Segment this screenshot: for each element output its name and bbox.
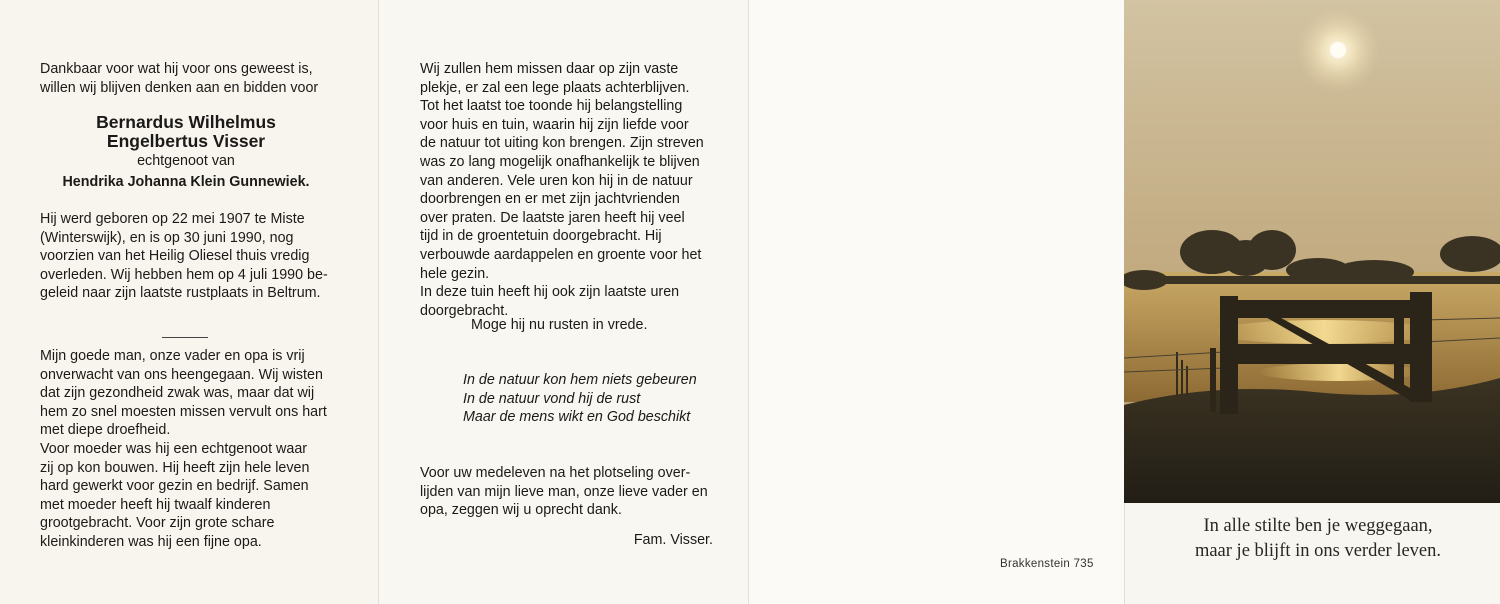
text-line: willen wij blijven denken aan en bidden voor bbox=[40, 79, 319, 96]
text-line: grootgebracht. Voor zijn grote schare bbox=[40, 515, 275, 532]
name-line: Bernardus Wilhelmus bbox=[96, 112, 276, 132]
text-line: hard gewerkt voor gezin en bedrijf. Samen bbox=[40, 478, 309, 495]
memorial-verse bbox=[1150, 514, 1486, 564]
text-line: over praten. De laatste jaren heeft hij veel bbox=[420, 209, 685, 226]
remembrance-text bbox=[420, 60, 713, 320]
text-line: Tot het laatst toe toonde hij belangstelling bbox=[420, 98, 683, 115]
sun-disc bbox=[1330, 42, 1346, 58]
text-line: (Winterswijk), en is op 30 juni 1990, nog bbox=[40, 229, 294, 246]
text-line: dat zijn gezondheid zwak was, maar dat wij bbox=[40, 385, 315, 402]
text-line: opa, zeggen wij u oprecht dank. bbox=[420, 502, 622, 519]
text-line: verbouwde aardappelen en groente voor het bbox=[420, 246, 702, 263]
text-line: In deze tuin heeft hij ook zijn laatste uren bbox=[420, 284, 680, 301]
verse-line: maar je blijft in ons verder leven. bbox=[1194, 541, 1442, 561]
text-line: tijd in de groentetuin doorgebracht. Hij bbox=[420, 228, 662, 245]
text-line: Hij werd geboren op 22 mei 1907 te Miste bbox=[40, 211, 305, 227]
text-line: met diepe droefheid. bbox=[40, 422, 171, 439]
tribute-text bbox=[40, 347, 334, 552]
verse-line: In alle stilte ben je weggegaan, bbox=[1203, 516, 1433, 536]
section-divider bbox=[162, 337, 208, 338]
fence-post bbox=[1210, 348, 1216, 412]
sunset-meadow-photo bbox=[1124, 0, 1500, 503]
grass-bank bbox=[1124, 378, 1500, 503]
text-line: lijden van mijn lieve man, onze lieve vader en bbox=[420, 483, 708, 500]
text-line: overleden. Wij hebben hem op 4 juli 1990 be- bbox=[40, 266, 328, 283]
spouse-label: echtgenoot van bbox=[137, 153, 235, 169]
text-line: onverwacht van ons heengegaan. Wij wisten bbox=[40, 366, 323, 383]
text-line: van anderen. Vele uren kon hij in de natuur bbox=[420, 172, 693, 189]
text-line: plekje, er zal een lege plaats achterblijven. bbox=[420, 79, 690, 96]
deceased-name bbox=[40, 113, 332, 151]
name-line: Engelbertus Visser bbox=[106, 131, 266, 151]
text-line: Wij zullen hem missen daar op zijn vaste bbox=[420, 61, 679, 77]
text-line: hem zo snel moesten missen vervult ons hart bbox=[40, 403, 327, 420]
biography-text bbox=[40, 210, 332, 303]
poem-line: In de natuur vond hij de rust bbox=[463, 390, 641, 407]
text-line: met moeder heeft hij twaalf kinderen bbox=[40, 496, 271, 513]
text-line: was zo lang mogelijk onafhankelijk te blijven bbox=[420, 153, 700, 170]
text-line: Mijn goede man, onze vader en opa is vrij bbox=[40, 348, 305, 364]
fold-line bbox=[748, 0, 749, 604]
family-signature: Fam. Visser. bbox=[633, 532, 713, 548]
printer-mark: Brakkenstein 735 bbox=[1000, 558, 1094, 570]
text-line: doorbrengen en er met zijn jachtvrienden bbox=[420, 191, 680, 208]
intro-text bbox=[40, 60, 332, 97]
thanks-text bbox=[420, 464, 713, 520]
spouse-name: Hendrika Johanna Klein Gunnewiek. bbox=[62, 174, 310, 190]
fold-line bbox=[378, 0, 379, 604]
peace-line: Moge hij nu rusten in vrede. bbox=[471, 317, 648, 333]
text-line: zij op kon bouwen. Hij heeft zijn hele leven bbox=[40, 459, 310, 476]
text-line: Voor uw medeleven na het plotseling over- bbox=[420, 465, 691, 481]
back-panel bbox=[748, 0, 1124, 604]
poem-line: In de natuur kon hem niets gebeuren bbox=[463, 372, 697, 388]
text-line: voorzien van het Heilig Oliesel thuis vredig bbox=[40, 248, 310, 265]
text-line: kleinkinderen was hij een fijne opa. bbox=[40, 533, 262, 550]
text-line: voor huis en tuin, waarin hij zijn liefde voor bbox=[420, 116, 689, 133]
text-line: de natuur tot uiting kon brengen. Zijn streven bbox=[420, 135, 704, 152]
text-line: Voor moeder was hij een echtgenoot waar bbox=[40, 440, 308, 457]
text-line: Dankbaar voor wat hij voor ons geweest is, bbox=[40, 61, 313, 77]
poem-line: Maar de mens wikt en God beschikt bbox=[463, 409, 691, 426]
text-line: geleid naar zijn laatste rustplaats in Beltrum. bbox=[40, 285, 321, 302]
poem bbox=[463, 371, 723, 427]
text-line: doorgebracht. bbox=[420, 302, 509, 319]
text-line: hele gezin. bbox=[420, 265, 490, 282]
